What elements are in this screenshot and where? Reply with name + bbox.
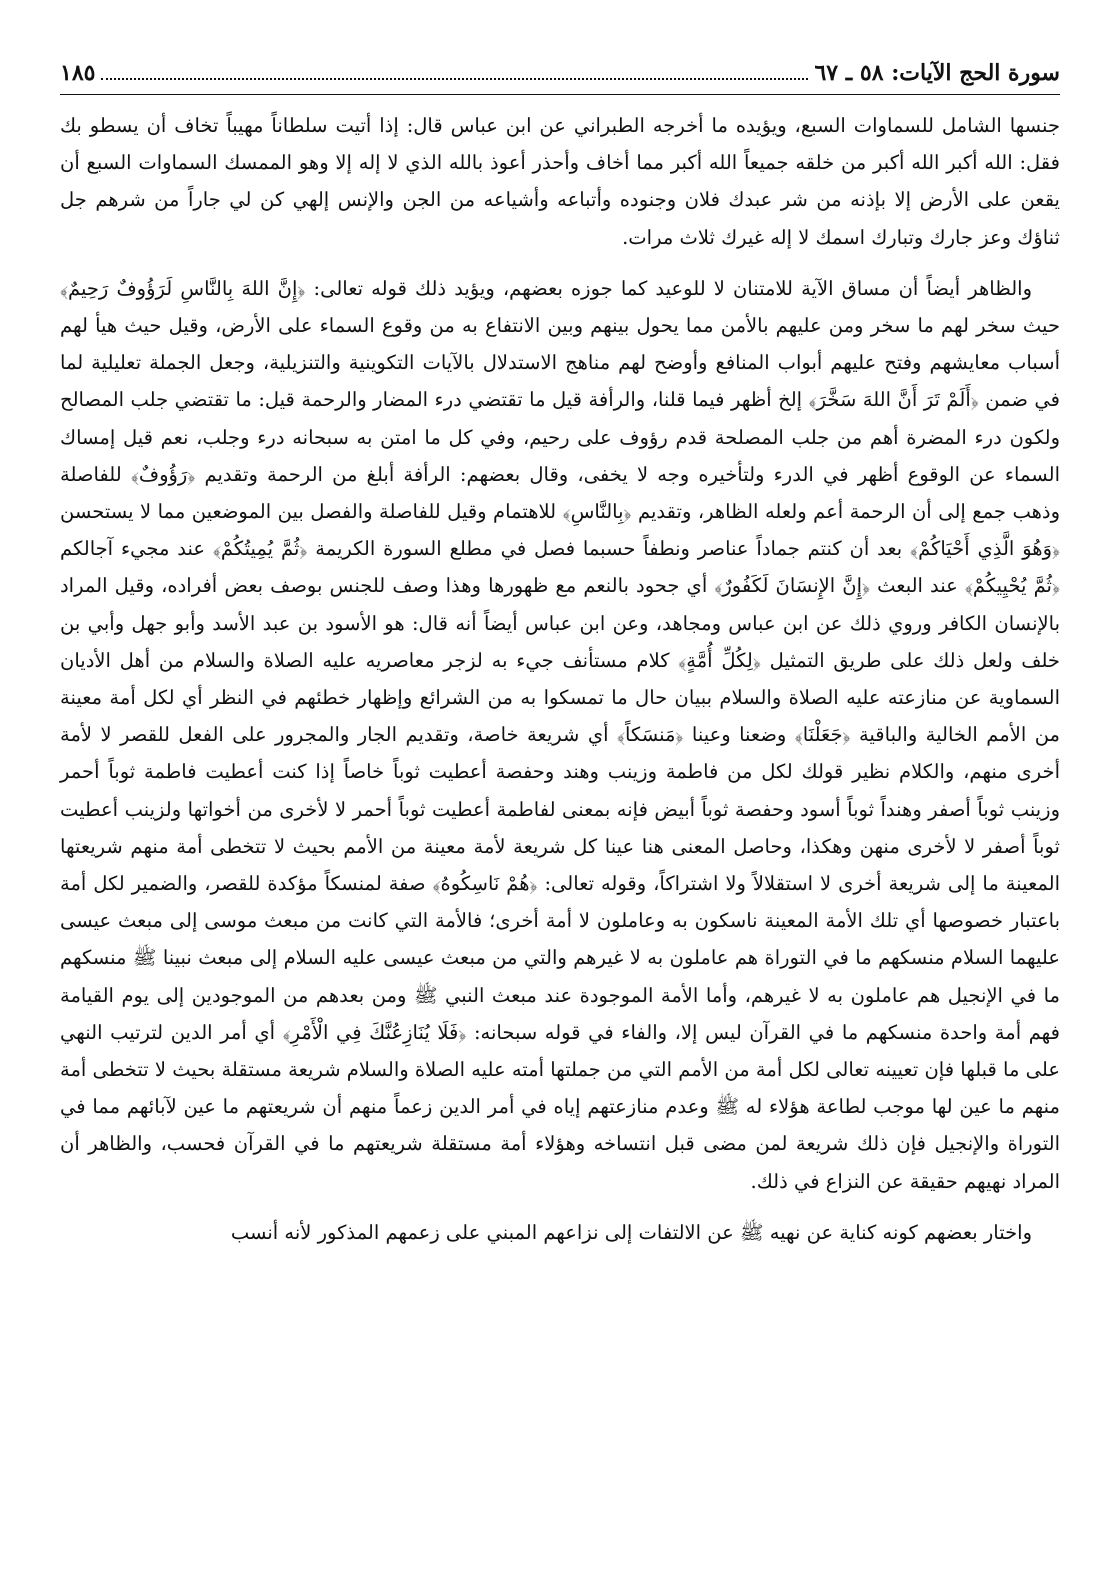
book-page [60, 60, 1060, 1540]
paragraph-2: والظاهر أيضاً أن مساق الآية للامتنان لا للوعيد كما جوزه بعضهم، ويؤيد ذلك قوله تعالى: ﴿إِنَّ اللهَ بِالنَّاسِ لَرَؤُوفٌ رَحِيمٌ﴾ حيث سخر لهم ما سخر ومن عليهم بالأمن مما يحول بينهم وبين الانتفاع به من وقوع السماء على الأرض، وقيل حيث هيأ لهم أسباب معايشهم وفتح عليهم أبواب المنافع وأوضح لهم مناهج الاستدلال بالآيات التكوينية والتنزيلية، وجعل الجملة تعليلية لما في ضمن ﴿أَلَمْ تَرَ أَنَّ اللهَ سَخَّرَ﴾ إلخ أظهر فيما قلنا، والرأفة قيل ما تقتضي درء المضار والرحمة قيل: ما تقتضي جلب المصالح ولكون درء المضرة أهم من جلب المصلحة قدم رؤوف على رحيم، وفي كل ما امتن به سبحانه درء وجلب، نعم قيل إمساك السماء عن الوقوع أظهر في الدرء ولتأخيره وجه لا يخفى، وقال بعضهم: الرأفة أبلغ من الرحمة وتقديم ﴿رَؤُوفٌ﴾ للفاصلة وذهب جمع إلى أن الرحمة أعم ولعله الظاهر، وتقديم ﴿بِالنَّاسِ﴾ للاهتمام وقيل للفاصلة والفصل بين الموضعين مما لا يستحسن ﴿وَهُوَ الَّذِي أَحْيَاكُمْ﴾ بعد أن كنتم جماداً عناصر ونطفاً حسبما فصل في مطلع السورة الكريمة ﴿ثُمَّ يُمِيتُكُمْ﴾ عند مجيء آجالكم ﴿ثُمَّ يُحْيِيكُمْ﴾ عند البعث ﴿إِنَّ الإِنسَانَ لَكَفُورٌ﴾ أي جحود بالنعم مع ظهورها وهذا وصف للجنس بوصف بعض أفراده، وقيل المراد بالإنسان الكافر وروي ذلك عن ابن عباس ومجاهد، وعن ابن عباس أيضاً أنه قال: هو الأسود بن عبد الأسد وأبو جهل وأبي بن خلف ولعل ذلك على طريق التمثيل ﴿لِكُلِّ أُمَّةٍ﴾ كلام مستأنف جيء به لزجر معاصريه عليه الصلاة والسلام من أهل الأديان السماوية عن منازعته عليه الصلاة والسلام ببيان حال ما تمسكوا به من الشرائع وإظهار خطئهم في النظر أي لكل أمة معينة من الأمم الخالية والباقية ﴿جَعَلْنَا﴾ وضعنا وعينا ﴿مَنسَكاً﴾ أي شريعة خاصة، وتقديم الجار والمجرور على الفعل للقصر لا لأمة أخرى منهم، والكلام نظير قولك لكل من فاطمة وزينب وهند وحفصة أعطيت ثوباً خاصاً إذا كنت أعطيت فاطمة ثوباً أحمر وزينب ثوباً أصفر وهنداً ثوباً أسود وحفصة ثوباً أبيض فإنه بمعنى لفاطمة أعطيت ثوباً أحمر لا لأخرى من أخواتها ولزينب أعطيت ثوباً أصفر لا لأخرى منهن وهكذا، وحاصل المعنى هنا عينا كل شريعة لأمة معينة من الأمم بحيث لا تتخطى أمة منهم شريعتها المعينة ما إلى شريعة أخرى لا استقلالاً ولا اشتراكاً، وقوله تعالى: ﴿هُمْ نَاسِكُوهُ﴾ صفة لمنسكاً مؤكدة للقصر، والضمير لكل أمة باعتبار خصوصها أي تلك الأمة المعينة ناسكون به وعاملون لا أمة أخرى؛ فالأمة التي كانت من مبعث موسى إلى مبعث عيسى عليهما السلام منسكهم ما في التوراة هم عاملون به لا غيرهم والتي من مبعث عيسى عليه السلام إلى مبعث نبينا ﷺ منسكهم ما في الإنجيل هم عاملون به لا غيرهم، وأما الأمة الموجودة عند مبعث النبي ﷺ ومن بعدهم من الموجودين إلى يوم القيامة فهم أمة واحدة منسكهم ما في القرآن ليس إلا، والفاء في قوله سبحانه: ﴿فَلَا يُنَازِعُنَّكَ فِي الْأَمْرِ﴾ أي أمر الدين لترتيب النهي على ما قبلها فإن تعيينه تعالى لكل أمة من الأمم التي من جملتها أمته عليه الصلاة والسلام شريعة مستقلة بحيث لا تتخطى أمة منهم ما عين لها موجب لطاعة هؤلاء له ﷺ وعدم منازعتهم إياه في أمر الدين زعماً منهم أن شريعتهم ما عين لآبائهم مما في التوراة والإنجيل فإن ذلك شريعة لمن مضى قبل انتساخه وهؤلاء أمة مستقلة شريعتهم ما في القرآن فحسب، والظاهر أن المراد نهيهم حقيقة عن النزاع في ذلك. [60, 276, 1060, 1193]
paragraph-3: واختار بعضهم كونه كناية عن نهيه ﷺ عن الالتفات إلى نزاعهم المبني على زعمهم المذكور لأنه أنسب [230, 1220, 1032, 1244]
page-body [60, 107, 1060, 1251]
paragraph-1: جنسها الشامل للسماوات السبع، ويؤيده ما أخرجه الطبراني عن ابن عباس قال: إذا أتيت سلطاناً مهيباً تخاف أن يسطو بك فقل: الله أكبر الله أكبر من خلقه جميعاً الله أكبر مما أخاف وأحذر أعوذ بالله الذي لا إله إلا وهو الممسك السماوات السبع أن يقعن على الأرض إلا بإذنه من شر عبدك فلان وجنوده وأتباعه وأشياعه من الجن والإنس إلهي كن لي جاراً من شرهم جل ثناؤك وعز جارك وتبارك اسمك لا إله غيرك ثلاث مرات. [60, 114, 1060, 249]
running-header [60, 60, 1060, 95]
surah-title: سورة الحج الآيات: ٥٨ ـ ٦٧ [814, 60, 1060, 86]
page-number: ١٨٥ [60, 60, 96, 86]
dotted-leader [101, 78, 808, 80]
